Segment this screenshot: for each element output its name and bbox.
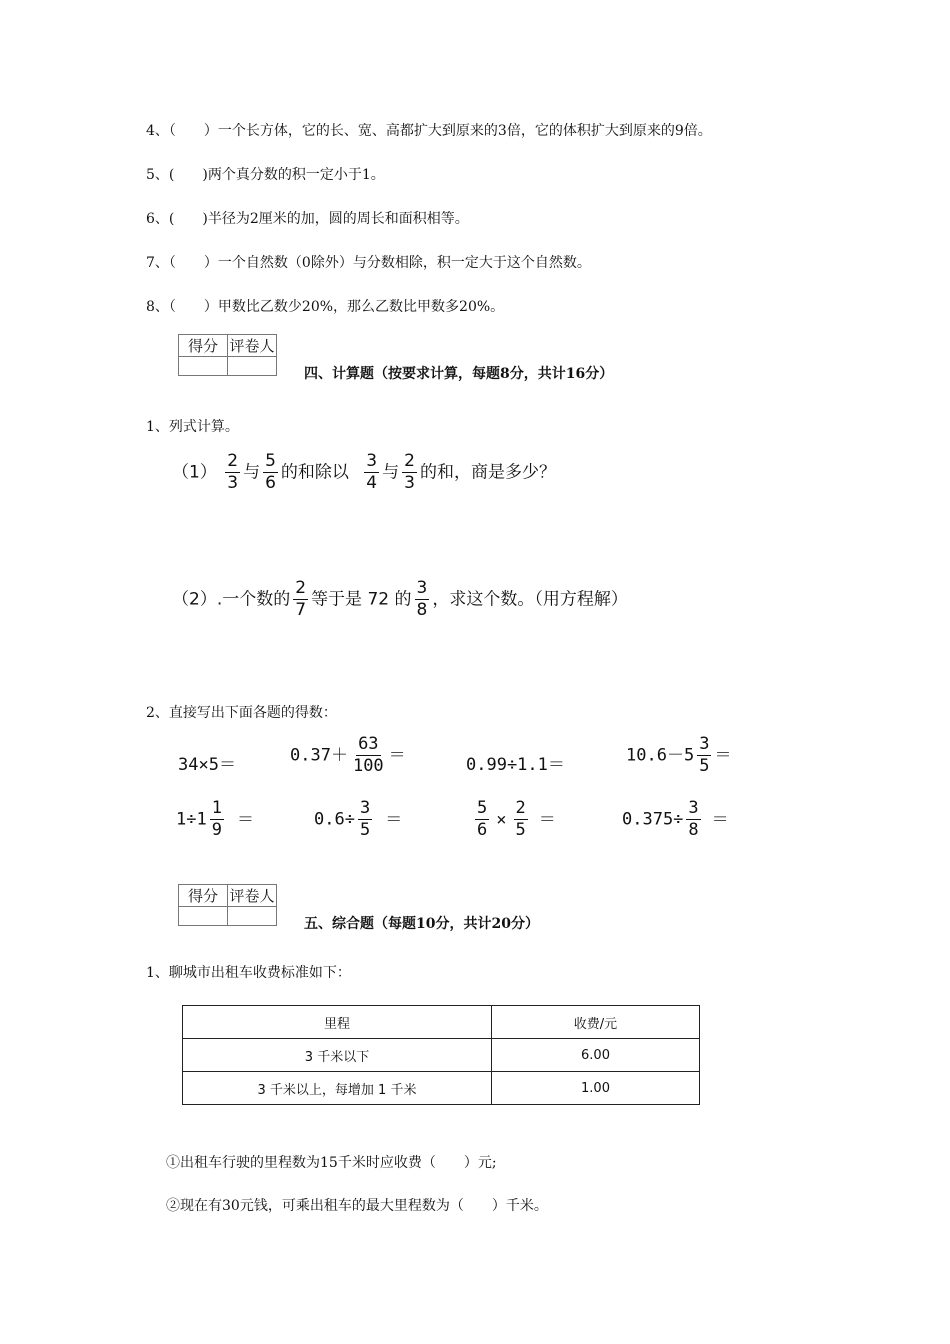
question-label: 1、聊城市出租车收费标准如下： [146, 965, 351, 981]
calc-0.37-plus [290, 736, 406, 775]
sub-question-1: ①出租车行驶的里程数为15千米时应收费（ ）元; [166, 1155, 497, 1171]
fraction [263, 453, 278, 492]
fraction [210, 800, 224, 839]
grader-cell[interactable] [228, 907, 277, 926]
denominator: 100 [352, 756, 384, 776]
calc-text: ＝ [714, 745, 732, 766]
denominator: 6 [477, 820, 488, 840]
grader-label: 评卷人 [228, 885, 277, 907]
problem-text: 与 [243, 462, 261, 483]
problem-text: （2）.一个数的 [172, 589, 291, 610]
denominator: 3 [404, 473, 415, 493]
item-text: 半径为2厘米的加，圆的周长和面积相等。 [207, 211, 469, 227]
denominator: 8 [416, 600, 428, 620]
fraction [293, 580, 308, 619]
problem-text: 与 [382, 462, 400, 483]
numerator: 2 [227, 451, 239, 471]
denominator: 9 [211, 820, 222, 840]
fraction [415, 580, 430, 619]
item-number: 8、 [146, 299, 169, 315]
calc-0.375-div [622, 800, 729, 839]
fraction [697, 736, 711, 775]
calc-text: ＝ [388, 745, 406, 766]
judgment-item-7 [146, 252, 591, 272]
answer-blank[interactable]: ( ) [168, 211, 208, 227]
item-text: 一个自然数（0除外）与分数相除，积一定大于这个自然数。 [217, 255, 591, 271]
calc-text: ＝ [711, 809, 729, 830]
score-box [178, 884, 277, 926]
grader-label: 评卷人 [228, 335, 277, 357]
answer-blank[interactable]: （ ） [168, 299, 218, 315]
sub-question-2: ②现在有30元钱，可乘出租车的最大里程数为（ ）千米。 [166, 1198, 548, 1214]
table-header-row [183, 1006, 700, 1039]
calc-1-div [176, 800, 254, 839]
section-title: 四、计算题（按要求计算，每题8分，共计16分） [304, 366, 614, 382]
item-number: 5、 [146, 167, 169, 183]
score-cell[interactable] [179, 907, 228, 926]
answer-blank[interactable]: ( ) [168, 167, 208, 183]
judgment-item-4 [146, 120, 712, 140]
table-header: 里程 [183, 1006, 492, 1039]
table-cell: 6.00 [492, 1039, 700, 1072]
item-text: 一个长方体，它的长、宽、高都扩大到原来的3倍，它的体积扩大到原来的9倍。 [217, 123, 712, 139]
calc-text: ＝ [538, 809, 556, 830]
score-box [178, 334, 277, 376]
fraction [364, 453, 379, 492]
problem-text: 的和，商是多少？ [419, 462, 556, 483]
denominator: 7 [295, 600, 307, 620]
numerator: 3 [366, 451, 378, 471]
calc-text: × [496, 809, 507, 830]
score-label: 得分 [179, 885, 228, 907]
judgment-item-6 [146, 208, 469, 228]
judgment-item-8 [146, 296, 504, 316]
fraction [514, 800, 528, 839]
denominator: 3 [227, 473, 239, 493]
item-text: 两个真分数的积一定小于1。 [207, 167, 385, 183]
score-label: 得分 [179, 335, 228, 357]
question-label: 1、列式计算。 [146, 419, 239, 435]
problem-prefix: （1） [172, 462, 217, 483]
question-label: 2、直接写出下面各题的得数： [146, 705, 337, 721]
fraction [351, 736, 386, 775]
problem-text: ，求这个数。（用方程解） [432, 589, 628, 610]
calc-0.6-div [314, 800, 402, 839]
item-number: 6、 [146, 211, 169, 227]
calc-text: 1÷1 [176, 809, 207, 830]
calc-text: 0.37＋ [290, 745, 348, 766]
numerator: 1 [211, 798, 222, 818]
numerator: 63 [358, 734, 379, 754]
score-cell[interactable] [179, 357, 228, 376]
calc-34x5: 34×5＝ [178, 755, 236, 775]
calc-frac-times [472, 800, 556, 839]
calc-0.99-div: 0.99÷1.1＝ [466, 755, 565, 775]
table-cell: 1.00 [492, 1072, 700, 1105]
denominator: 5 [515, 820, 526, 840]
table-cell: 3 千米以下 [183, 1039, 492, 1072]
item-text: 甲数比乙数少20%，那么乙数比甲数多20%。 [217, 299, 505, 315]
numerator: 3 [359, 798, 371, 818]
fraction [686, 800, 700, 839]
table-header: 收费/元 [492, 1006, 700, 1039]
numerator: 2 [295, 578, 307, 598]
problem-text: 的和除以 [280, 462, 349, 483]
answer-blank[interactable]: （ ） [168, 123, 218, 139]
item-number: 7、 [146, 255, 169, 271]
denominator: 4 [366, 473, 378, 493]
numerator: 2 [515, 798, 526, 818]
numerator: 3 [688, 798, 699, 818]
calc-text: ＝ [385, 809, 403, 830]
table-row [183, 1039, 700, 1072]
section-title: 五、综合题（每题10分，共计20分） [304, 916, 539, 932]
table-cell: 3 千米以上，每增加 1 千米 [183, 1072, 492, 1105]
table-row [183, 1072, 700, 1105]
denominator: 6 [265, 473, 276, 493]
fare-table [182, 1005, 700, 1105]
calc-10.6-minus [626, 736, 731, 775]
problem-2 [172, 580, 628, 619]
numerator: 3 [699, 734, 710, 754]
fraction [402, 453, 417, 492]
calc-text: 0.6÷ [314, 809, 355, 830]
judgment-item-5 [146, 164, 385, 184]
fraction [475, 800, 489, 839]
numerator: 2 [404, 451, 415, 471]
denominator: 5 [359, 820, 371, 840]
answer-blank[interactable]: （ ） [168, 255, 218, 271]
calc-text: ＝ [236, 809, 254, 830]
fraction [225, 453, 240, 492]
numerator: 5 [477, 798, 488, 818]
numerator: 5 [265, 451, 276, 471]
calc-text: 10.6－5 [626, 745, 695, 766]
numerator: 3 [416, 578, 428, 598]
item-number: 4、 [146, 123, 169, 139]
grader-cell[interactable] [228, 357, 277, 376]
problem-text: 等于是 72 的 [311, 589, 412, 610]
denominator: 8 [688, 820, 699, 840]
denominator: 5 [699, 756, 710, 776]
fraction [358, 800, 372, 839]
calc-text: 0.375÷ [622, 809, 684, 830]
problem-1 [172, 453, 556, 492]
